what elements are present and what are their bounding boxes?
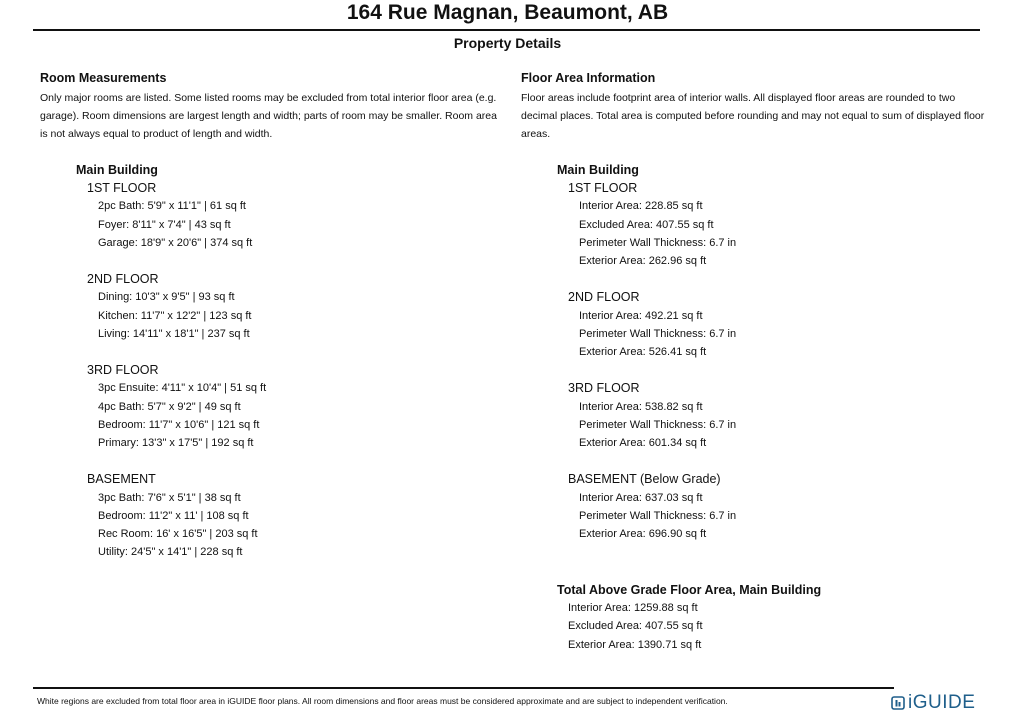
area-line: Perimeter Wall Thickness: 6.7 in [579,327,737,340]
floor-section [87,361,266,470]
page-title: 164 Rue Magnan, Beaumont, AB [346,1,669,24]
floor-section [87,179,266,270]
area-line: Interior Area: 228.85 sq ft [579,200,703,213]
floor-name: 2ND FLOOR [568,290,640,305]
room-measurements-building [76,161,266,561]
room-line: Living: 14'11" x 18'1" | 237 sq ft [98,327,250,340]
floor-spacer [87,343,266,361]
floor-name: 1ST FLOOR [568,181,638,196]
room-line: Bedroom: 11'7" x 10'6" | 121 sq ft [98,418,260,431]
room-measurements-section [40,70,500,559]
total-area-line: Exterior Area: 1390.71 sq ft [568,638,702,651]
total-floor-area-block [557,581,821,654]
floor-name: 3RD FLOOR [568,381,640,396]
floor-section [87,270,266,361]
room-line: Dining: 10'3" x 9'5" | 93 sq ft [98,291,235,304]
floor-area-building [557,161,736,543]
title-divider [33,29,980,31]
room-line: 3pc Bath: 7'6" x 5'1" | 38 sq ft [98,491,241,504]
floor-area-heading: Floor Area Information [521,71,656,85]
area-line: Interior Area: 492.21 sq ft [579,309,703,322]
page-subtitle: Property Details [453,35,562,51]
room-line: 4pc Bath: 5'7" x 9'2" | 49 sq ft [98,400,241,413]
area-line: Perimeter Wall Thickness: 6.7 in [579,236,737,249]
floor-section [568,379,736,470]
floor-spacer [87,252,266,270]
building-name: Main Building [557,163,639,177]
room-line: Utility: 24'5" x 14'1" | 228 sq ft [98,546,243,559]
room-line: Garage: 18'9" x 20'6" | 374 sq ft [98,236,253,249]
floor-spacer [568,452,736,470]
area-line: Exterior Area: 526.41 sq ft [579,346,707,359]
room-measurements-intro: Only major rooms are listed. Some listed rooms may be excluded from total interior floor area (e.g. garage). Room dimensions are largest length and width; parts of room may be smaller. Room area is not always equal to product of length and width. [40,92,497,141]
floor-section [568,179,736,288]
total-area-line: Excluded Area: 407.55 sq ft [568,620,703,633]
building-name: Main Building [76,163,158,177]
floor-name: BASEMENT [87,472,156,487]
area-line: Perimeter Wall Thickness: 6.7 in [579,418,737,431]
footer-divider [33,687,894,689]
room-line: Bedroom: 11'2" x 11' | 108 sq ft [98,509,249,522]
total-floor-area-title: Total Above Grade Floor Area, Main Building [557,583,822,597]
room-line: Rec Room: 16' x 16'5" | 203 sq ft [98,528,258,541]
room-measurements-heading: Room Measurements [40,71,167,85]
iguide-logo-text: iGUIDE [908,692,976,713]
area-line: Perimeter Wall Thickness: 6.7 in [579,509,737,522]
room-line: Foyer: 8'11" x 7'4" | 43 sq ft [98,218,231,231]
area-line: Exterior Area: 696.90 sq ft [579,528,707,541]
area-line: Interior Area: 637.03 sq ft [579,491,703,504]
room-line: 3pc Ensuite: 4'11" x 10'4" | 51 sq ft [98,382,267,395]
floor-spacer [568,361,736,379]
floor-name: 1ST FLOOR [87,181,157,196]
area-line: Interior Area: 538.82 sq ft [579,400,703,413]
floor-area-section [521,70,991,651]
area-line: Exterior Area: 601.34 sq ft [579,437,707,450]
footer-disclaimer: White regions are excluded from total floor area in iGUIDE floor plans. All room dimensions and floor areas must be considered approximate and are subject to independent verification. [37,696,728,706]
floor-area-intro: Floor areas include footprint area of interior walls. All displayed floor areas are rounded to two decimal places. Total area is computed before rounding and may not equal to sum of displayed floor areas. [521,92,985,141]
room-line: Primary: 13'3" x 17'5" | 192 sq ft [98,437,254,450]
floor-section [87,470,266,561]
floor-name: BASEMENT (Below Grade) [568,472,721,487]
floor-name: 3RD FLOOR [87,363,159,378]
floor-spacer [568,270,736,288]
area-line: Excluded Area: 407.55 sq ft [579,218,714,231]
floor-section [568,288,736,379]
floor-spacer [87,452,266,470]
area-line: Exterior Area: 262.96 sq ft [579,255,707,268]
room-line: 2pc Bath: 5'9" x 11'1" | 61 sq ft [98,200,246,213]
total-area-line: Interior Area: 1259.88 sq ft [568,602,698,615]
iguide-logo [891,692,975,714]
floor-section [568,470,736,543]
iguide-logo-icon [891,696,905,710]
floor-name: 2ND FLOOR [87,272,159,287]
room-line: Kitchen: 11'7" x 12'2" | 123 sq ft [98,309,252,322]
